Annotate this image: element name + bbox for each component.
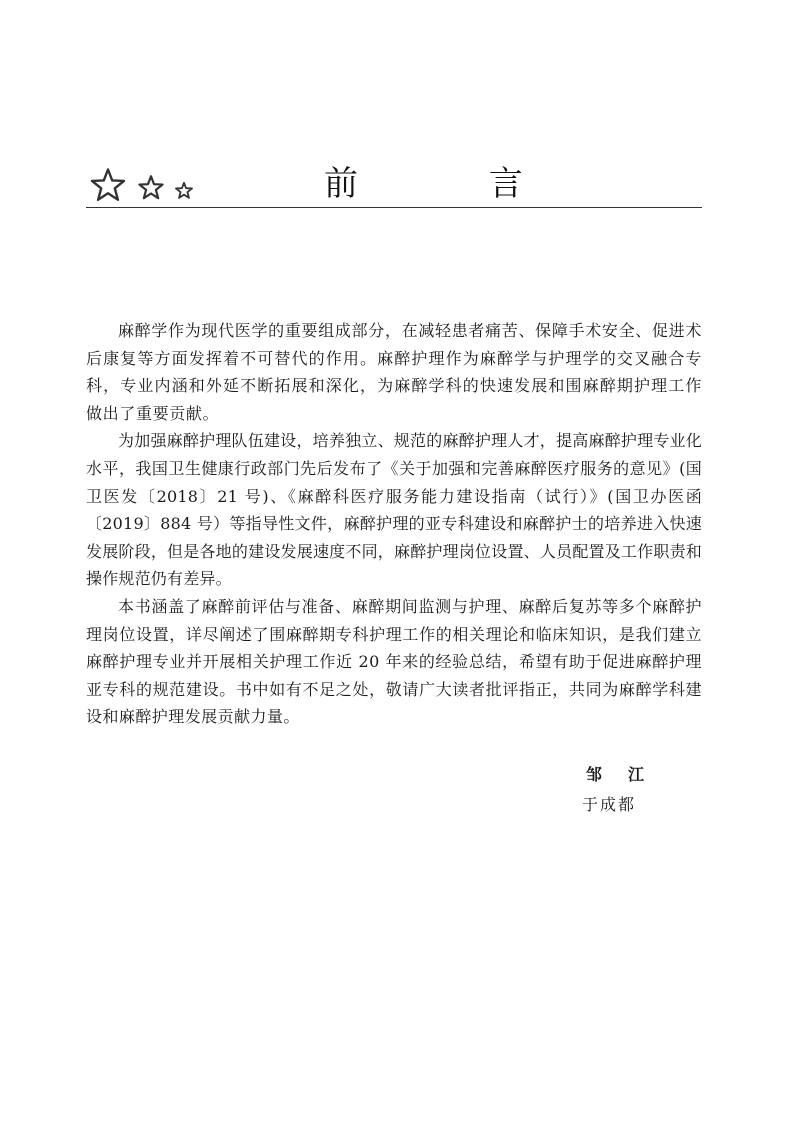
paragraph: 本书涵盖了麻醉前评估与准备、麻醉期间监测与护理、麻醉后复苏等多个麻醉护理岗位设置，详尽阐述了围麻醉期专科护理工作的相关理论和临床知识，是我们建立麻醉护理专业并开展相关护理工作近 20 年来的经验总结，希望有助于促进麻醉护理亚专科的规范建设。书中如有不足之处，敬请广大读者批评指正，共同为麻醉学科建设和麻醉护理发展贡献力量。 [86, 596, 702, 727]
star-outline-icon [175, 182, 193, 199]
paragraph: 为加强麻醉护理队伍建设，培养独立、规范的麻醉护理人才，提高麻醉护理专业化水平，我国卫生健康行政部门先后发布了《关于加强和完善麻醉医疗服务的意见》(国卫医发〔2018〕21 号)、《麻醉科医疗服务能力建设指南（试行）》(国卫办医函〔2019〕884 号）等指导性文件，麻醉护理的亚专科建设和麻醉护士的培养进入快速发展阶段，但是各地的建设发展速度不同，麻醉护理岗位设置、人员配置及工作职责和操作规范仍有差异。 [86, 431, 702, 589]
header-divider [86, 207, 702, 208]
author-place: 于成都 [582, 795, 637, 814]
page-title: 前 言 [324, 164, 583, 204]
chapter-header [86, 160, 702, 210]
paragraph: 麻醉学作为现代医学的重要组成部分，在减轻患者痛苦、保障手术安全、促进术后康复等方面发挥着不可替代的作用。麻醉护理作为麻醉学与护理学的交叉融合专科，专业内涵和外延不断拓展和深化，为麻醉学科的快速发展和围麻醉期护理工作做出了重要贡献。 [86, 321, 702, 423]
decorative-stars [86, 166, 216, 206]
preface-body [86, 317, 702, 731]
author-name: 邹江 [586, 765, 671, 784]
star-outline-icon [90, 168, 126, 202]
star-outline-icon [138, 175, 164, 200]
signature-block [560, 760, 700, 820]
